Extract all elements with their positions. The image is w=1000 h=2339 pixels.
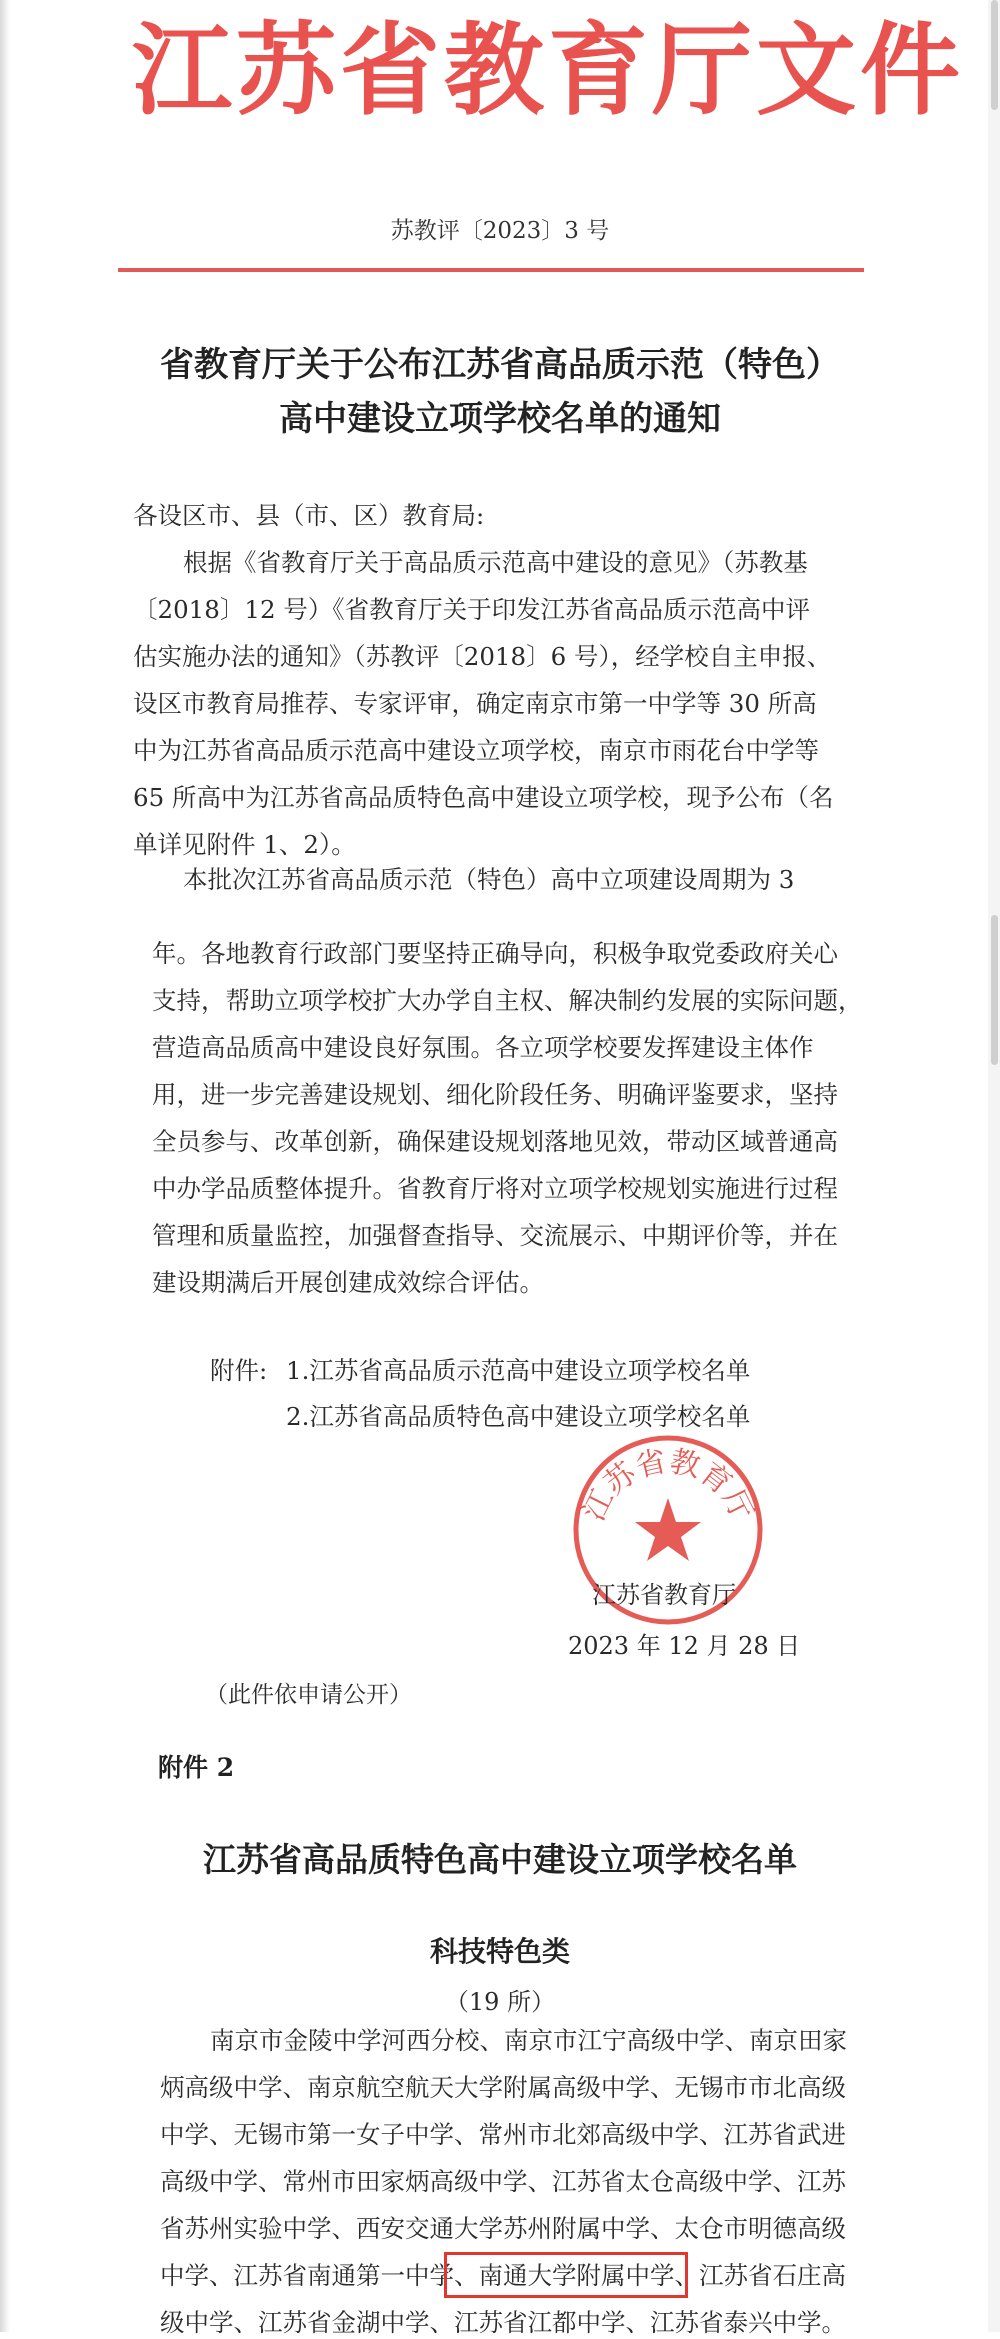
document-number: 苏教评〔2023〕3 号 [390, 218, 610, 244]
attachments-label: 附件: [210, 1356, 268, 1385]
school-list-line: 高级中学、常州市田家炳高级中学、江苏省太仓高级中学、江苏 [160, 2167, 846, 2196]
school-list-line: 中学、无锡市第一女子中学、常州市北郊高级中学、江苏省武进 [160, 2120, 846, 2149]
annex-label: 附件 2 [158, 1753, 235, 1782]
attachment-item-1: 1.江苏省高品质示范高中建设立项学校名单 [286, 1356, 751, 1385]
paragraph-line: 支持，帮助立项学校扩大办学自主权、解决制约发展的实际问题， [152, 986, 863, 1015]
paragraph-line: 年。各地教育行政部门要坚持正确导向，积极争取党委政府关心 [152, 939, 838, 968]
paragraph-line: 全员参与、改革创新，确保建设规划落地见效，带动区域普通高 [152, 1127, 838, 1156]
paragraph-line: 建设期满后开展创建成效综合评估。 [152, 1268, 544, 1297]
signature-date: 2023 年 12 月 28 日 [568, 1632, 801, 1660]
scrollbar-thumb[interactable] [991, 915, 998, 1065]
school-list-line: 级中学、江苏省金湖中学、江苏省江都中学、江苏省泰兴中学。 [160, 2308, 846, 2337]
school-list-line: 中学、江苏省南通第一中学、南通大学附属中学、江苏省石庄高 [160, 2261, 846, 2290]
paragraph-line: 用，进一步完善建设规划、细化阶段任务、明确评鉴要求，坚持 [152, 1080, 838, 1109]
paragraph-line: 中办学品质整体提升。省教育厅将对立项学校规划实施进行过程 [152, 1174, 838, 1203]
category-title: 科技特色类 [429, 1935, 570, 1968]
paragraph-line: 单详见附件 1、2）。 [133, 830, 356, 859]
paragraph-line: 本批次江苏省高品质示范（特色）高中立项建设周期为 3 [183, 865, 795, 894]
category-count: （19 所） [444, 1988, 556, 2016]
paragraph-line: 65 所高中为江苏省高品质特色高中建设立项学校，现予公布（名 [133, 783, 834, 812]
document-header-title: 江苏省教育厅文件 [132, 11, 964, 129]
paragraph-line: 管理和质量监控，加强督查指导、交流展示、中期评价等，并在 [152, 1221, 838, 1250]
header-red-divider [118, 268, 864, 272]
annex-title: 江苏省高品质特色高中建设立项学校名单 [203, 1840, 797, 1879]
school-list-line: 省苏州实验中学、西安交通大学苏州附属中学、太仓市明德高级 [160, 2214, 846, 2243]
notice-title-line-2: 高中建设立项学校名单的通知 [279, 399, 721, 439]
school-list-line: 炳高级中学、南京航空航天大学附属高级中学、无锡市市北高级 [160, 2073, 846, 2102]
recipients-line: 各设区市、县（市、区）教育局: [133, 501, 485, 530]
school-list-line: 南京市金陵中学河西分校、南京市江宁高级中学、南京田家 [210, 2026, 847, 2055]
signature-organization: 江苏省教育厅 [592, 1581, 736, 1609]
paragraph-line: 设区市教育局推荐、专家评审，确定南京市第一中学等 30 所高 [133, 689, 817, 718]
paragraph-line: 〔2018〕12 号）《省教育厅关于印发江苏省高品质示范高中评 [133, 595, 811, 624]
stamp-star-icon [635, 1498, 701, 1561]
highlighted-school-box [444, 2252, 688, 2298]
paragraph-line: 根据《省教育厅关于高品质示范高中建设的意见》（苏教基 [183, 548, 808, 577]
paragraph-line: 估实施办法的通知》（苏教评〔2018〕6 号），经学校自主申报、 [133, 642, 832, 671]
paragraph-line: 中为江苏省高品质示范高中建设立项学校，南京市雨花台中学等 [133, 736, 819, 765]
paragraph-line: 营造高品质高中建设良好氛围。各立项学校要发挥建设主体作 [152, 1033, 814, 1062]
notice-title-line-1: 省教育厅关于公布江苏省高品质示范（特色） [160, 345, 840, 385]
stamp-arc-text: 江苏省教育厅 [576, 1444, 760, 1527]
notice-title [0, 338, 1000, 446]
scrollbar-thumb-top[interactable] [991, 0, 998, 110]
publicity-note: （此件依申请公开） [205, 1682, 412, 1708]
attachment-item-2: 2.江苏省高品质特色高中建设立项学校名单 [286, 1402, 751, 1431]
